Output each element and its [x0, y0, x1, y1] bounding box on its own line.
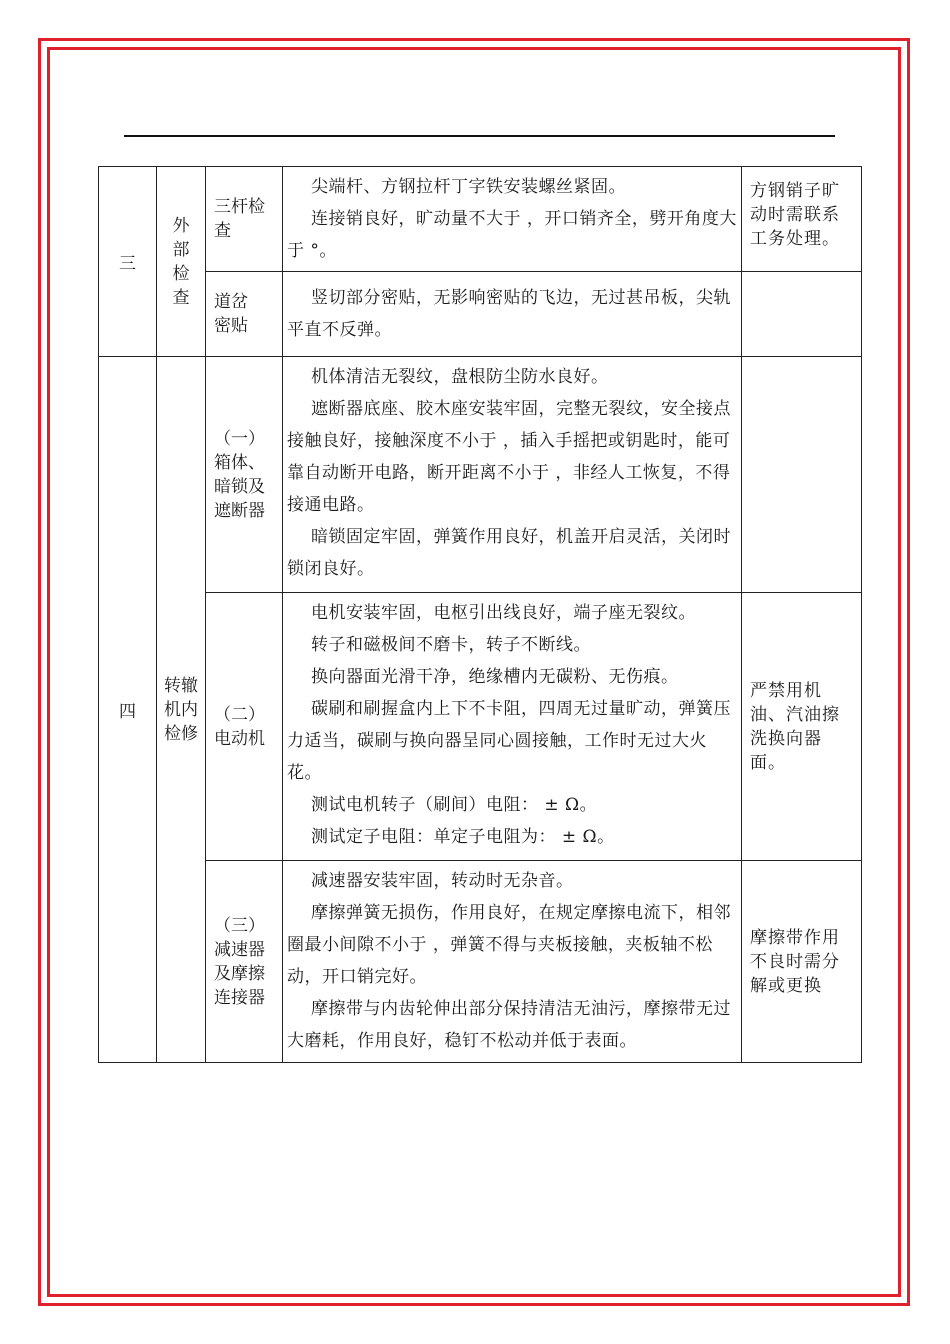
item-line: 查 [214, 221, 231, 241]
item-line: 遮断器 [214, 500, 265, 521]
item-cell [206, 861, 283, 1063]
content-paragraph: 连接销良好，旷动量不大于 ，开口销齐全，劈开角度大于 °。 [287, 209, 737, 261]
maintenance-table [98, 166, 862, 1063]
note-text: 严禁用机油、汽油擦洗换向器面。 [750, 680, 840, 773]
content-paragraph: 摩擦带与内齿轮伸出部分保持清洁无油污，摩擦带无过大磨耗，作用良好，稳钉不松动并低于表面。 [287, 999, 731, 1051]
item-cell [206, 272, 283, 357]
section-category [157, 357, 206, 1063]
item-line: 电动机 [214, 728, 265, 749]
table-row [99, 272, 862, 357]
table-row [99, 167, 862, 272]
note-cell [742, 861, 862, 1063]
note-text: 方钢销子旷动时需联系工务处理。 [750, 181, 840, 249]
section-number-text: 四 [119, 702, 136, 722]
item-line: 及摩擦 [214, 963, 265, 984]
content-cell [283, 272, 742, 357]
note-text: 摩擦带作用不良时需分解或更换 [750, 927, 840, 996]
category-char: 查 [172, 287, 190, 308]
category-char: 检 [172, 263, 190, 284]
item-line: 暗锁及 [214, 476, 265, 497]
content-cell [283, 593, 742, 861]
content-paragraph: 转子和磁极间不磨卡，转子不断线。 [311, 635, 591, 655]
item-line: 箱体、 [214, 452, 265, 473]
section-number [99, 357, 157, 1063]
content-cell [283, 167, 742, 272]
item-line: （一） [214, 428, 265, 449]
item-line: 三杆检 [214, 197, 265, 217]
content-paragraph: 摩擦弹簧无损伤，作用良好，在规定摩擦电流下，相邻圈最小间隙不小于 ，弹簧不得与夹板接触，夹板轴不松动，开口销完好。 [287, 903, 731, 987]
item-line: 减速器 [214, 939, 265, 960]
item-line: （二） [214, 704, 265, 725]
section-category [157, 167, 206, 357]
note-cell [742, 357, 862, 593]
content-paragraph: 减速器安装牢固，转动时无杂音。 [311, 871, 574, 891]
content-paragraph: 尖端杆、方钢拉杆丁字铁安装螺丝紧固。 [311, 177, 626, 197]
item-line: （三） [214, 915, 265, 936]
content-paragraph: 测试定子电阻：单定子电阻为： ± Ω。 [311, 827, 615, 847]
content-paragraph: 机体清洁无裂纹，盘根防尘防水良好。 [311, 367, 609, 387]
content-paragraph: 换向器面光滑干净，绝缘槽内无碳粉、无伤痕。 [311, 667, 679, 687]
item-line: 密贴 [214, 316, 248, 336]
section-number [99, 167, 157, 357]
item-cell [206, 357, 283, 593]
content-cell [283, 861, 742, 1063]
category-char: 部 [172, 239, 190, 260]
table-row [99, 861, 862, 1063]
content-paragraph: 遮断器底座、胶木座安装牢固，完整无裂纹，安全接点接触良好，接触深度不小于 ，插入手摇把或钥匙时，能可靠自动断开电路，断开距离不小于 ，非经人工恢复，不得接通电路。 [287, 399, 731, 515]
table-row [99, 593, 862, 861]
category-line: 转辙 [164, 675, 198, 696]
note-cell [742, 272, 862, 357]
category-line: 机内 [164, 699, 198, 720]
item-cell [206, 167, 283, 272]
item-cell [206, 593, 283, 861]
section-number-text: 三 [119, 254, 136, 274]
category-char: 外 [172, 215, 190, 236]
content-paragraph: 碳刷和刷握盒内上下不卡阻，四周无过量旷动，弹簧压力适当，碳刷与换向器呈同心圆接触，工作时无过大火花。 [287, 699, 731, 783]
note-cell [742, 167, 862, 272]
item-line: 连接器 [214, 987, 265, 1008]
category-line: 检修 [164, 723, 198, 744]
note-cell [742, 593, 862, 861]
content-cell [283, 357, 742, 593]
header-rule [124, 135, 835, 137]
content-paragraph: 暗锁固定牢固，弹簧作用良好，机盖开启灵活，关闭时锁闭良好。 [287, 527, 731, 579]
content-paragraph: 测试电机转子（刷间）电阻： ± Ω。 [311, 795, 598, 815]
table-row [99, 357, 862, 593]
content-paragraph: 竖切部分密贴，无影响密贴的飞边，无过甚吊板，尖轨平直不反弹。 [287, 288, 731, 340]
content-paragraph: 电机安装牢固，电枢引出线良好，端子座无裂纹。 [311, 603, 696, 623]
item-line: 道岔 [214, 292, 248, 312]
